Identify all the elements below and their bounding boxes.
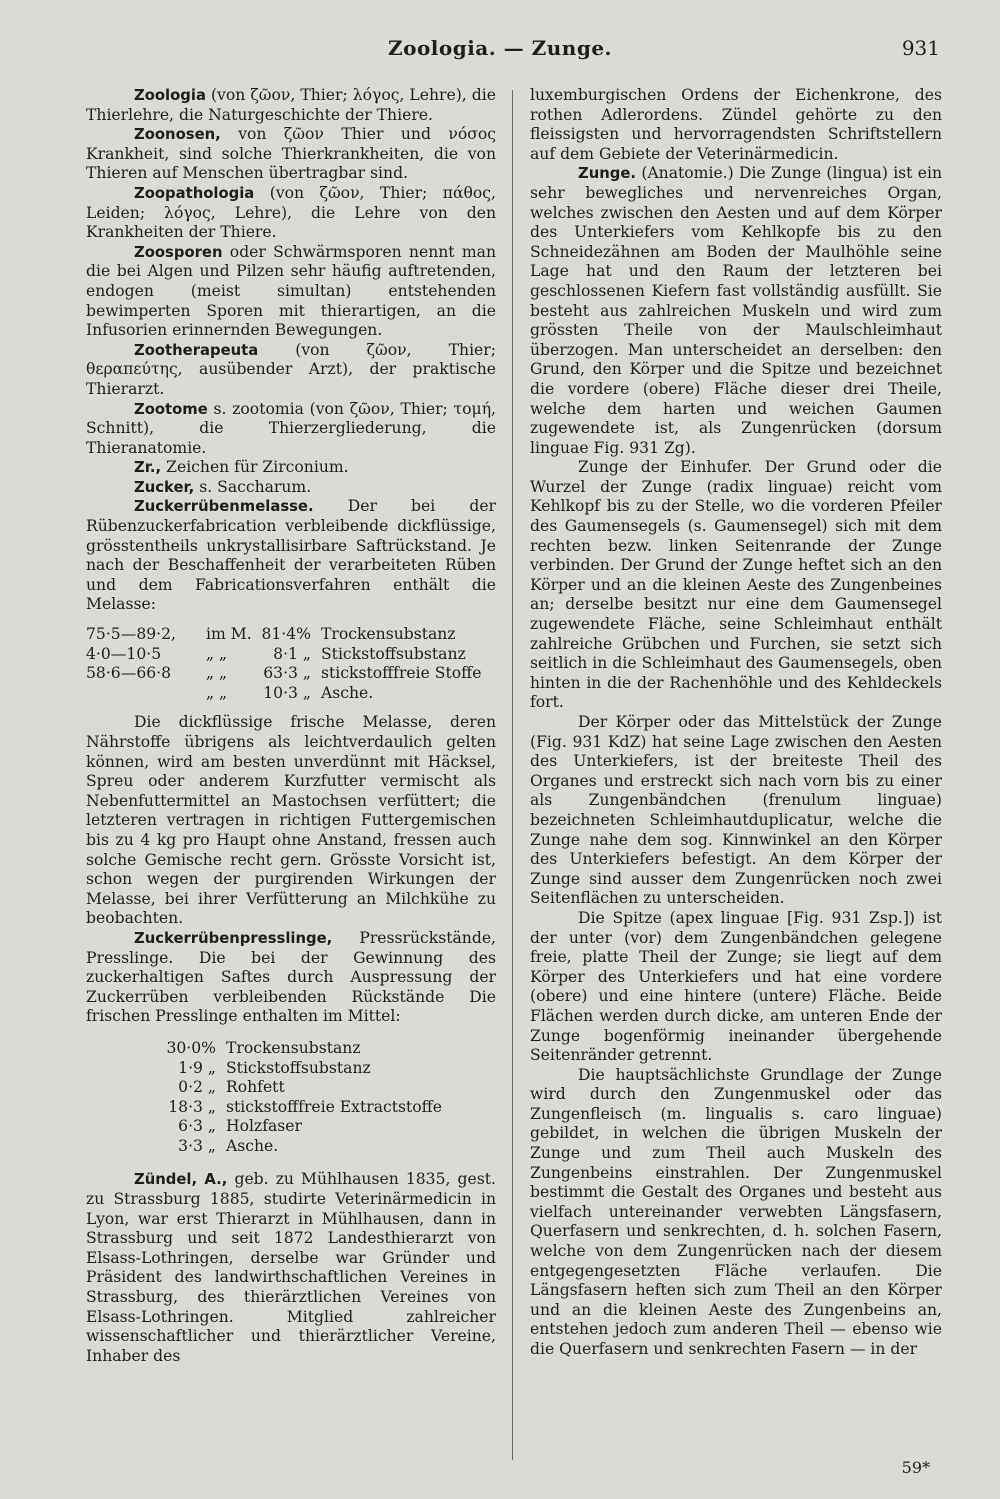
entry-text: geb. zu Mühlhausen 1835, gest. zu Strassburg 1885, studirte Veterinärmedicin in Lyon, war erst Thierarzt in Mühlhausen, dann in Strassburg und seit 1872 Landesthierarzt von Elsass-Lothringen, derselbe war Gründer und Präsident des landwirthschaftlichen Vereines in Strassburg, des thierärztlichen Vereines von Elsass-Lothringen. Mitglied zahlreicher wissenschaftlicher und thierärztlicher Vereine, Inhaber des <box>86 1170 496 1365</box>
entry-text: (von ζῶον, Thier; πάθος, Leiden; λόγος, Lehre), die Lehre von den Krankheiten der Thiere. <box>86 183 496 242</box>
range-cell: 4·0—10·5 <box>86 644 162 663</box>
table-row <box>156 1039 496 1059</box>
entry-text: Pressrückstände, Presslinge. Die bei der Gewinnung des zuckerhaltigen Saftes durch Auspressung der Zuckerrüben verbleibenden Rückstände Die frischen Presslinge enthalten im Mittel: <box>86 928 496 1026</box>
entry-zoonosen <box>86 125 496 184</box>
entry-zoologia <box>86 86 496 125</box>
value-cell: 81·4% <box>261 625 311 644</box>
left-column <box>86 86 496 1366</box>
range-cell: 58·6—66·8 <box>86 664 172 683</box>
running-header <box>0 36 1000 68</box>
table-row <box>156 1098 496 1118</box>
headword: Zr., <box>134 459 162 477</box>
paragraph-spitze: Die Spitze (apex linguae [Fig. 931 Zsp.]) ist der unter (vor) dem Zungenbändchen gelegene freie, platte Theil der Zunge; sie liegt auf dem Körper des Unterkiefers und hat eine vordere (obere) und eine hintere (untere) Fläche. Beide Flächen werden durch dicke, am unteren Ende der Zunge bogenförmig ineinander übergehende Seitenränder getrennt. <box>530 908 942 1065</box>
entry-text: von ζῶον Thier und νόσος Krankheit, sind solche Thierkrankheiten, die von Thieren auf Menschen übertragbar sind. <box>86 125 496 183</box>
continuation-paragraph: luxemburgischen Ordens der Eichenkrone, des rothen Adlerordens. Zündel gehörte zu den fleissigsten und hervorragendsten Schriftstellern auf dem Gebiete der Veterinärmedicin. <box>530 86 942 163</box>
value-cell: 0·2 „ <box>178 1078 216 1097</box>
entry-zuckerruebenmelasse <box>86 497 496 615</box>
label-cell: Rohfett <box>226 1078 285 1097</box>
entry-zucker <box>86 478 496 498</box>
entry-text: oder Schwärmsporen nennt man die bei Algen und Pilzen sehr häufig auftretenden, endogen (meist simultan) entstehenden bewimperten Sporen mit thierartigen, an die Infusorien erinnernden Bewegungen. <box>86 242 496 340</box>
headword: Zuckerrübenpresslinge, <box>134 929 333 947</box>
table-row <box>86 684 496 704</box>
value-cell: 6·3 „ <box>178 1117 216 1136</box>
entry-text: s. Saccharum. <box>194 477 312 496</box>
label-cell: Trockensubstanz <box>321 625 456 644</box>
table-row <box>156 1059 496 1079</box>
value-cell: 1·9 „ <box>178 1058 216 1077</box>
column-divider <box>512 90 513 1460</box>
entry-zr <box>86 458 496 478</box>
prefix-cell: „ „ <box>206 664 228 683</box>
paragraph-koerper: Der Körper oder das Mittelstück der Zunge (Fig. 931 KdZ) hat seine Lage zwischen den Aesten des Unterkiefers, ist der breiteste Theil des Organes und erstreckt sich nach vorn bis zu einer als Zungenbändchen (frenulum linguae) bezeichneten Schleimhautduplicatur, welche die Zunge nahe dem sog. Kinnwinkel an den Körper des Unterkiefers befestigt. An dem Körper der Zunge sind ausser dem Zungenrücken noch zwei Seitenflächen zu unterscheiden. <box>530 713 942 908</box>
value-cell: 18·3 „ <box>168 1097 216 1116</box>
headword: Zuckerrübenmelasse. <box>134 498 314 516</box>
label-cell: stickstofffreie Extractstoffe <box>226 1097 442 1116</box>
headword: Zunge. <box>578 165 637 183</box>
headword: Zucker, <box>134 478 195 496</box>
label-cell: stickstofffreie Stoffe <box>321 664 482 683</box>
entry-text: Zeichen für Zirconium. <box>161 458 349 477</box>
value-cell: 8·1 „ <box>273 644 311 663</box>
entry-text: s. zootomia (von ζῶον, Thier; τομή, Schnitt), die Thierzergliederung, die Thieranatomie. <box>86 399 496 457</box>
entry-zoosporen <box>86 243 496 341</box>
table-row <box>156 1137 496 1157</box>
entry-text: (von ζῶον, Thier; θεραπεύτης, ausübender Arzt), der praktische Thierarzt. <box>86 340 496 398</box>
headword: Zoonosen, <box>134 126 221 144</box>
entry-zuendel <box>86 1170 496 1366</box>
melasse-composition-table <box>86 625 496 703</box>
entry-zootome <box>86 400 496 459</box>
label-cell: Stickstoffsubstanz <box>226 1058 371 1077</box>
label-cell: Asche. <box>226 1136 279 1155</box>
table-row <box>86 625 496 645</box>
melasse-paragraph: Die dickflüssige frische Melasse, deren Nährstoffe übrigens als leichtverdaulich gelten können, wird am besten unverdünnt mit Häcksel, Spreu oder anderem Kurzfutter vermischt als Nebenfuttermittel an Mastochsen verfüttert; die letzteren vertragen in richtigen Futtergemischen bis zu 4 kg pro Haupt ohne Anstand, fressen auch solche Gemische recht gern. Grösste Vorsicht ist, schon wegen der purgirenden Wirkungen der Melasse, bei ihrer Verfütterung an Milchkühe zu beobachten. <box>86 713 496 928</box>
headword: Zootome <box>134 400 208 418</box>
entry-zootherapeuta <box>86 341 496 400</box>
entry-zoopathologia <box>86 184 496 243</box>
table-row <box>156 1117 496 1137</box>
page-number: 931 <box>901 36 940 60</box>
headword: Zootherapeuta <box>134 341 259 359</box>
entry-text: (Anatomie.) Die Zunge (lingua) ist ein sehr bewegliches und nervenreiches Organ, welches zwischen den Aesten und auf dem Körper des Unterkiefers vom Kehlkopfe bis zu den Schneidezähnen am Boden der Maulhöhle seine Lage hat und den Raum der letzteren bei geschlossenen Kiefern fast vollständig ausfüllt. Sie besteht aus zahlreichen Muskeln und wird zum grössten Theile von der Maulschleimhaut überzogen. Man unterscheidet an derselben: den Grund, den Körper und die Spitze und bezeichnet die vordere (obere) Fläche dieser drei Theile, welche dem harten und weichen Gaumen zugewendete ist, als Zungenrücken (dorsum linguae Fig. 931 Zg). <box>530 164 942 457</box>
table-row <box>86 664 496 684</box>
range-cell <box>86 684 206 704</box>
entry-text: (von ζῶον, Thier; λόγος, Lehre), die Thierlehre, die Naturgeschichte der Thiere. <box>86 86 496 124</box>
prefix-cell: im M. <box>206 625 252 644</box>
range-cell: 75·5—89·2, <box>86 625 176 644</box>
value-cell: 10·3 „ <box>263 683 311 702</box>
right-column <box>530 86 942 1360</box>
value-cell: 30·0% <box>166 1038 216 1057</box>
headword: Zoopathologia <box>134 184 255 202</box>
running-title: Zoologia. — Zunge. <box>388 36 612 60</box>
entry-text: Der bei der Rübenzuckerfabrication verbleibende dickflüssige, grösstentheils unkrystallisirbare Saftrückstand. Je nach der Beschaffenheit der verarbeiteten Rüben und dem Fabricationsverfahren enthält die Melasse: <box>86 497 496 614</box>
headword: Zündel, A., <box>134 1171 228 1189</box>
entry-presslinge <box>86 929 496 1027</box>
headword: Zoosporen <box>134 243 223 261</box>
value-cell: 63·3 „ <box>263 664 311 683</box>
table-row <box>86 645 496 665</box>
value-cell: 3·3 „ <box>178 1136 216 1155</box>
headword: Zoologia <box>134 87 206 104</box>
table-row <box>156 1078 496 1098</box>
label-cell: Holzfaser <box>226 1117 302 1136</box>
paragraph-zungenmuskel: Die hauptsächlichste Grundlage der Zunge wird durch den Zungenmuskel oder das Zungenfleisch (m. lingualis s. caro linguae) gebildet, in welchen die übrigen Muskeln der Zunge und zum Theil auch Muskeln des Zungenbeins einstrahlen. Der Zungenmuskel bestimmt die Gestalt des Organes und besteht aus vielfach untereinander verwebten Längsfasern, Querfasern und senkrechten, d. h. solchen Fasern, welche von dem Zungenrücken nach der diesem entgegengesetzten Fläche verlaufen. Die Längsfasern heften sich zum Theil an den Körper und an die kleinen Aeste des Zungenbeins an, entstehen jedoch zum anderen Theil — ebenso wie die Querfasern und senkrechten Fasern — in der <box>530 1065 942 1358</box>
entry-zunge <box>530 164 942 458</box>
presslinge-composition-table <box>156 1039 496 1157</box>
prefix-cell: „ „ <box>206 683 228 702</box>
paragraph-einhufer: Zunge der Einhufer. Der Grund oder die Wurzel der Zunge (radix linguae) reicht vom Kehlkopf bis zu der Stelle, wo die vorderen Pfeiler des Gaumensegels (s. Gaumensegel) sich mit dem rechten bezw. linken Seitenrande der Zunge verbinden. Der Grund der Zunge heftet sich an den Körper und an die kleinen Aeste des Zungenbeines an; derselbe besitzt nur eine dem Gaumensegel zugewendete Fläche, seine Schleimhaut enthält zahlreiche Grübchen und Furchen, sie setzt sich seitlich in die Schleimhaut des Gaumensegels, oben hinten in die der Rachenhöhle und des Kehldeckels fort. <box>530 458 942 712</box>
label-cell: Asche. <box>321 683 374 702</box>
label-cell: Stickstoffsubstanz <box>321 644 466 663</box>
signature-mark: 59* <box>901 1458 930 1477</box>
label-cell: Trockensubstanz <box>226 1038 361 1057</box>
prefix-cell: „ „ <box>206 644 228 663</box>
